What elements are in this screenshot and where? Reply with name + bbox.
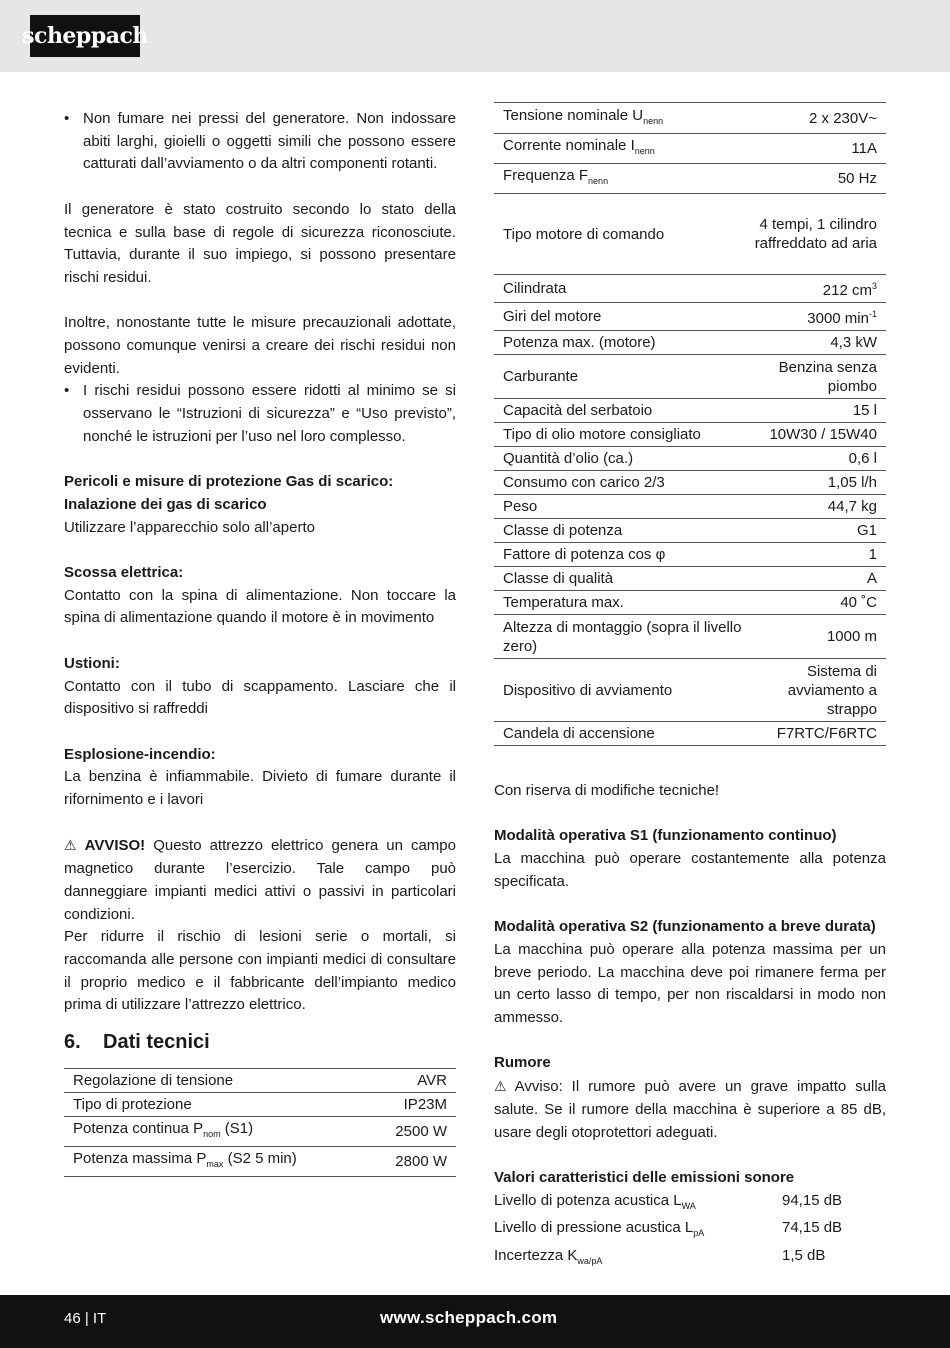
warning-paragraph-2: Per ridurre il rischio di lesioni serie o mortali, si raccomanda alle persone con impianti medici di consultare il proprio medico e il fabbricante dell’impianto medico prima di utilizzare l’attrezzo elettrico. bbox=[64, 928, 456, 1014]
exhaust-subheading: Inalazione dei gas di scarico bbox=[64, 495, 267, 513]
emission-value: 74,15 dB bbox=[782, 1219, 843, 1237]
warning-paragraph bbox=[64, 834, 456, 926]
row-label: Frequenza $F_{nenn}$ bbox=[494, 164, 754, 194]
row-label: Classe di qualità bbox=[494, 567, 754, 591]
table-row bbox=[494, 591, 886, 615]
section-number: 6. bbox=[64, 1031, 81, 1054]
table-row bbox=[494, 519, 886, 543]
shock-text: Contatto con la spina di alimentazione. Non toccare la spina di alimentazione quando il motore è in movimento bbox=[64, 586, 456, 627]
row-label-subscript: nenn bbox=[634, 146, 655, 156]
emission-value: 1,5 dB bbox=[782, 1247, 826, 1264]
s1-text: La macchina può operare costantemente alla potenza specificata. bbox=[494, 850, 886, 890]
row-value: 50 Hz bbox=[754, 164, 886, 194]
table-row bbox=[494, 495, 886, 519]
emission-value: 94,15 dB bbox=[782, 1191, 843, 1209]
emission-values bbox=[494, 1190, 886, 1273]
warning-label: AVVISO! bbox=[84, 837, 146, 855]
reserve-note: Con riserva di modifiche tecniche! bbox=[494, 782, 720, 799]
row-value: 44,7 kg bbox=[754, 495, 886, 519]
row-value: Sistema di avviamento a strappo bbox=[754, 659, 886, 722]
header-bar bbox=[0, 0, 950, 72]
paragraph: Il generatore è stato costruito secondo lo stato della tecnica e sulla base di regole di sicurezza riconosciute. Tuttavia, durante il suo impiego, si possono presentare rischi residui. bbox=[64, 200, 456, 286]
row-value-superscript: -1 bbox=[868, 309, 877, 319]
table-row bbox=[494, 471, 886, 495]
row-label: Cilindrata bbox=[494, 275, 754, 303]
row-label: Candela di accensione bbox=[494, 722, 754, 746]
row-label: Quantità d’olio (ca.) bbox=[494, 447, 754, 471]
row-label-subscript: max bbox=[206, 1158, 224, 1169]
table-row bbox=[494, 355, 886, 399]
fire-heading: Esplosione-incendio: bbox=[64, 745, 216, 763]
row-value: G1 bbox=[754, 519, 886, 543]
table-row bbox=[494, 103, 886, 134]
row-value: A bbox=[754, 567, 886, 591]
row-label: Classe di potenza bbox=[494, 519, 754, 543]
bullet-dot-icon: • bbox=[64, 110, 70, 127]
table-row bbox=[494, 331, 886, 355]
row-value: 4,3 kW bbox=[754, 331, 886, 355]
noise-text bbox=[494, 1075, 886, 1144]
table-row bbox=[494, 164, 886, 194]
row-value: 2500 W bbox=[368, 1116, 456, 1146]
bullet-item bbox=[64, 380, 456, 448]
table-row bbox=[494, 194, 886, 275]
table-row bbox=[494, 659, 886, 722]
warning-icon: ⚠ bbox=[64, 837, 77, 854]
row-value: 2800 W bbox=[368, 1146, 456, 1176]
table-row bbox=[494, 447, 886, 471]
row-label: Tipo motore di comando bbox=[494, 194, 754, 275]
right-column bbox=[494, 102, 886, 1273]
row-value: 11A bbox=[754, 134, 886, 164]
table-row bbox=[64, 1116, 456, 1146]
row-label-subscript: nenn bbox=[588, 176, 609, 186]
table-row bbox=[64, 1146, 456, 1176]
row-label: Tensione nominale $U_{nenn}$ bbox=[494, 103, 754, 134]
shock-heading: Scossa elettrica: bbox=[64, 564, 184, 581]
row-label: Tipo di protezione bbox=[64, 1092, 368, 1116]
table-row bbox=[494, 275, 886, 303]
row-value: 3000 $\min^{-1}$ bbox=[754, 303, 886, 331]
row-value: Benzina senza piombo bbox=[754, 355, 886, 399]
warning-icon: ⚠ bbox=[494, 1078, 507, 1095]
row-value: 4 tempi, 1 cilindro raffreddato ad aria bbox=[754, 194, 886, 275]
emission-label-subscript: pA bbox=[693, 1228, 705, 1239]
exhaust-text: Utilizzare l’apparecchio solo all’aperto bbox=[64, 518, 315, 536]
row-label: Potenza max. (motore) bbox=[494, 331, 754, 355]
section-title-text: Dati tecnici bbox=[103, 1031, 210, 1054]
table-row bbox=[494, 423, 886, 447]
tech-data-table bbox=[494, 102, 886, 746]
table-row bbox=[64, 1068, 456, 1092]
row-label: Potenza massima $P_{max}$ (S2 5 min) bbox=[64, 1146, 368, 1176]
s1-heading: Modalità operativa S1 (funzionamento continuo) bbox=[494, 827, 837, 845]
burn-heading: Ustioni: bbox=[64, 654, 120, 672]
row-label: Fattore di potenza cos φ bbox=[494, 543, 754, 567]
row-value: 15 l bbox=[754, 399, 886, 423]
brand-logo: scheppach bbox=[30, 15, 140, 57]
row-label: Regolazione di tensione bbox=[64, 1068, 368, 1092]
exhaust-heading: Pericoli e misure di protezione Gas di scarico: bbox=[64, 473, 394, 491]
emission-label-subscript: WA bbox=[681, 1200, 696, 1211]
table-row bbox=[494, 303, 886, 331]
bullet-dot-icon: • bbox=[64, 382, 70, 400]
footer-bar bbox=[0, 1295, 950, 1348]
row-value: 10W30 / 15W40 bbox=[754, 423, 886, 447]
footer-url: www.scheppach.com bbox=[380, 1308, 558, 1327]
row-value: 40 ˚C bbox=[754, 591, 886, 615]
row-value: 0,6 l bbox=[754, 447, 886, 471]
row-value: 212 $cm^3$ bbox=[754, 275, 886, 303]
tech-data-table-small bbox=[64, 1068, 456, 1177]
row-value: 1 bbox=[754, 543, 886, 567]
row-label: Tipo di olio motore consigliato bbox=[494, 423, 754, 447]
emission-heading: Valori caratteristici delle emissioni sonore bbox=[494, 1168, 795, 1186]
row-value: AVR bbox=[368, 1068, 456, 1092]
row-label: Corrente nominale $I_{nenn}$ bbox=[494, 134, 754, 164]
row-label-subscript: nenn bbox=[643, 115, 664, 126]
row-label-subscript: nom bbox=[203, 1128, 221, 1139]
row-label: Giri del motore bbox=[494, 303, 754, 331]
table-row bbox=[494, 399, 886, 423]
burn-text: Contatto con il tubo di scappamento. Lasciare che il dispositivo si raffreddi bbox=[64, 677, 456, 718]
emission-label: Livello di pressione acustica $L_{pA}$ bbox=[494, 1219, 705, 1239]
row-label: Consumo con carico 2/3 bbox=[494, 471, 754, 495]
paragraph: Inoltre, nonostante tutte le misure precauzionali adottate, possono comunque venirsi a creare dei rischi residui non evidenti. bbox=[64, 314, 456, 377]
bullet-text: Non fumare nei pressi del generatore. Non indossare abiti larghi, gioielli o oggetti simili che possono essere catturati dall’avviamento o da altri componenti rotanti. bbox=[83, 110, 456, 173]
row-label: Temperatura max. bbox=[494, 591, 754, 615]
table-row bbox=[494, 543, 886, 567]
row-value-superscript: 3 bbox=[871, 281, 877, 291]
row-value: 1000 m bbox=[754, 615, 886, 659]
row-label: Dispositivo di avviamento bbox=[494, 659, 754, 722]
table-row bbox=[64, 1092, 456, 1116]
noise-text-body: Avviso: Il rumore può avere un grave impatto sulla salute. Se il rumore della macchina è superiore a 85 dB, usare degli otoprotettori adeguati. bbox=[494, 1078, 886, 1141]
row-label: Capacità del serbatoio bbox=[494, 399, 754, 423]
warning-text: Questo attrezzo elettrico genera un campo magnetico durante l’esercizio. Tale campo può danneggiare impianti medici attivi o passivi in particolari condizioni. bbox=[64, 837, 456, 923]
table-row bbox=[494, 567, 886, 591]
row-label: Carburante bbox=[494, 355, 754, 399]
row-value: F7RTC/F6RTC bbox=[754, 722, 886, 746]
table-row bbox=[494, 615, 886, 659]
left-column bbox=[64, 108, 456, 1177]
row-value: IP23M bbox=[368, 1092, 456, 1116]
emission-label: Livello di potenza acustica $L_{WA}$ bbox=[494, 1191, 696, 1211]
table-row bbox=[494, 722, 886, 746]
row-value: 2 x 230V~ bbox=[754, 103, 886, 134]
table-row bbox=[494, 134, 886, 164]
section-title bbox=[64, 1031, 456, 1054]
fire-text: La benzina è infiammabile. Divieto di fumare durante il rifornimento e i lavori bbox=[64, 768, 456, 808]
row-label: Peso bbox=[494, 495, 754, 519]
bullet-item bbox=[64, 108, 456, 176]
row-label: Potenza continua $P_{nom}$ (S1) bbox=[64, 1116, 368, 1146]
page-number: 46 | IT bbox=[64, 1310, 107, 1327]
noise-heading: Rumore bbox=[494, 1054, 551, 1072]
row-value: 1,05 l/h bbox=[754, 471, 886, 495]
s2-text: La macchina può operare alla potenza massima per un breve periodo. La macchina deve poi rimanere ferma per un certo lasso di tempo, per non riscaldarsi in modo non ammesso. bbox=[494, 940, 886, 1026]
row-label: Altezza di montaggio (sopra il livello zero) bbox=[494, 615, 754, 659]
s2-heading: Modalità operativa S2 (funzionamento a breve durata) bbox=[494, 918, 876, 936]
emission-label-subscript: wa/pA bbox=[577, 1256, 603, 1266]
emission-label: Incertezza $K_{wa/pA}$ bbox=[494, 1247, 603, 1266]
bullet-text: I rischi residui possono essere ridotti al minimo se si osservano le “Istruzioni di sicurezza” e “Uso previsto”, nonché le istruzioni per l’uso nel loro complesso. bbox=[83, 382, 456, 445]
